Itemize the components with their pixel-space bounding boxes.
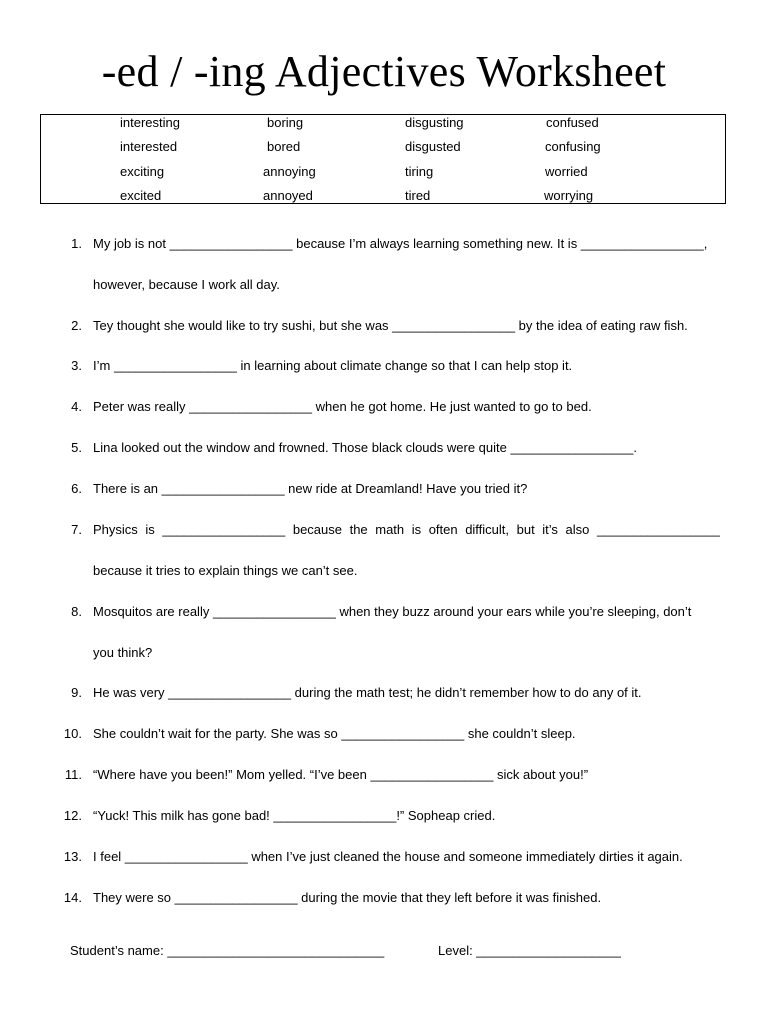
question-word: but	[516, 522, 535, 537]
question-word: often	[428, 522, 458, 537]
question-text: Lina looked out the window and frowned. Those black clouds were quite _________________.	[93, 440, 637, 455]
question-word: difficult,	[465, 522, 510, 537]
word-bank-word: worrying	[544, 188, 594, 203]
question-text: I feel _________________ when I’ve just cleaned the house and someone immediately dirties it again.	[93, 849, 683, 864]
question-word: it’s	[542, 522, 558, 537]
question-word: is	[411, 522, 422, 537]
question-number: 3.	[71, 358, 82, 373]
question-text: There is an _________________ new ride at Dreamland! Have you tried it?	[93, 481, 528, 496]
question-text: Peter was really _________________ when he got home. He just wanted to go to bed.	[93, 399, 592, 414]
question-number: 9.	[71, 685, 82, 700]
question-word: Physics	[93, 522, 138, 537]
word-bank-word: interesting	[120, 115, 180, 130]
question-word: the	[349, 522, 368, 537]
question-text: They were so _________________ during the movie that they left before it was finished.	[93, 890, 602, 905]
question-number: 2.	[71, 318, 82, 333]
question-text: He was very _________________ during the math test; he didn’t remember how to do any of it.	[93, 685, 642, 700]
question-word: _________________	[596, 522, 720, 537]
question-number: 1.	[71, 236, 82, 251]
question-word: math	[375, 522, 405, 537]
word-bank-word: confused	[546, 115, 599, 130]
question-word: because	[292, 522, 342, 537]
word-bank-word: excited	[120, 188, 162, 203]
word-bank-word: disgusting	[405, 115, 464, 130]
question-number: 7.	[71, 522, 82, 537]
question-number: 12.	[63, 808, 82, 823]
word-bank-word: annoying	[263, 164, 316, 179]
question-text: you think?	[93, 645, 153, 660]
question-text: I’m _________________ in learning about climate change so that I can help stop it.	[93, 358, 573, 373]
word-bank-word: disgusted	[405, 139, 461, 154]
question-number: 10.	[63, 726, 82, 741]
question-number: 8.	[71, 604, 82, 619]
worksheet-title: -ed / -ing Adjectives Worksheet	[101, 47, 667, 96]
question-text: My job is not _________________ because I’m always learning something new. It is _________________,	[93, 236, 708, 251]
question-text: Tey thought she would like to try sushi, but she was _________________ by the idea of eating raw fish.	[93, 318, 688, 333]
word-bank-word: tired	[405, 188, 431, 203]
question-text: “Where have you been!” Mom yelled. “I’ve been _________________ sick about you!”	[93, 767, 589, 782]
question-number: 4.	[71, 399, 82, 414]
word-bank-word: tiring	[405, 164, 434, 179]
question-number: 13.	[63, 849, 82, 864]
word-bank-word: confusing	[545, 139, 601, 154]
question-text: Mosquitos are really _________________ when they buzz around your ears while you’re sleeping, don’t	[93, 604, 692, 619]
word-bank-word: bored	[267, 139, 301, 154]
question-word: _________________	[162, 522, 286, 537]
question-word: is	[145, 522, 155, 537]
question-number: 14.	[63, 890, 82, 905]
student-name-field: Student’s name: ______________________________	[70, 943, 385, 958]
level-field: Level: ____________________	[438, 943, 621, 958]
word-bank-word: boring	[267, 115, 304, 130]
question-number: 6.	[71, 481, 82, 496]
word-bank-word: interested	[120, 139, 178, 154]
question-number: 5.	[71, 440, 82, 455]
question-text	[93, 522, 720, 538]
word-bank-word: annoyed	[263, 188, 313, 203]
question-number: 11.	[64, 767, 82, 782]
question-text: because it tries to explain things we can’t see.	[93, 563, 358, 578]
word-bank-box	[40, 114, 726, 204]
question-text: “Yuck! This milk has gone bad! _________________!” Sopheap cried.	[93, 808, 496, 823]
word-bank-word: exciting	[120, 164, 165, 179]
question-text: however, because I work all day.	[93, 277, 280, 292]
word-bank-word: worried	[545, 164, 588, 179]
question-text: She couldn’t wait for the party. She was so _________________ she couldn’t sleep.	[93, 726, 576, 741]
question-word: also	[565, 522, 590, 537]
